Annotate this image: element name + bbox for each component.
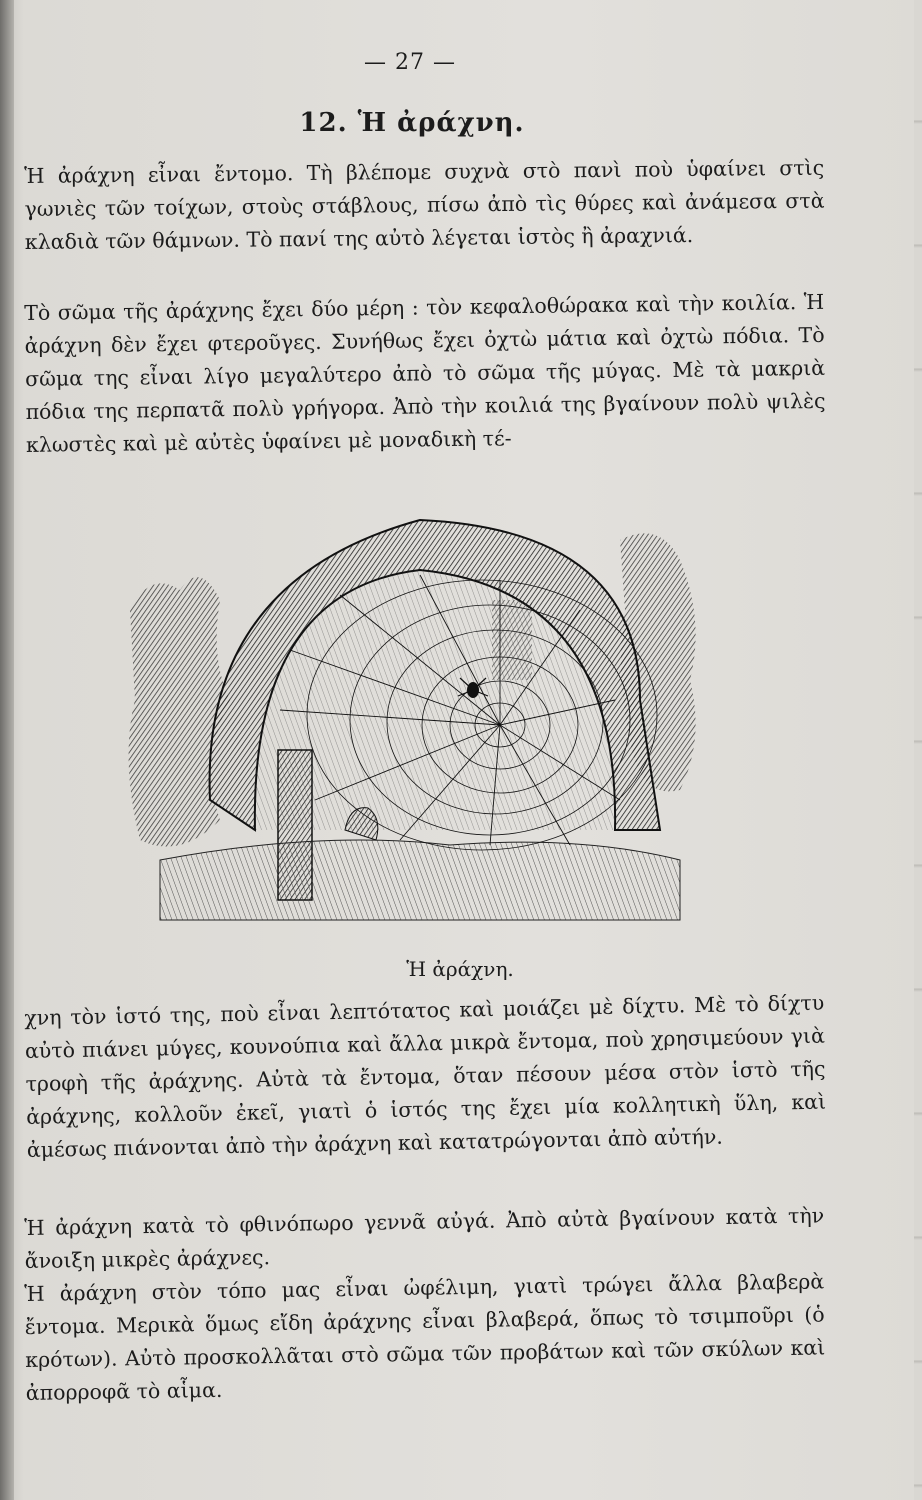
figure-caption: Ἡ ἀράχνη.: [406, 957, 514, 981]
spider-web-illustration: [120, 500, 705, 935]
paragraph-1: Ἡ ἀράχνη εἶναι ἔντομο. Τὴ βλέπομε συχνὰ στὸ πανὶ ποὺ ὑφαίνει στὶς γωνιὲς τῶν τοίχων, στοὺς στάβλους, πίσω ἀπὸ τὶς θύρες καὶ ἀνάμεσα στὰ κλαδιὰ τῶν θάμνων. Τὸ πανί της αὐτὸ λέγεται ἱστὸς ἢ ἀραχνιά.: [24, 155, 825, 254]
paragraph-5: Ἡ ἀράχνη στὸν τόπο μας εἶναι ὠφέλιμη, γιατὶ τρώγει ἄλλα βλαβερὰ ἔντομα. Μερικὰ ὅμως εἴδη ἀράχνης εἶναι βλαβερά, ὅπως τὸ τσιμποῦρι (ὁ κρότων). Αὐτὸ προσκολλᾶται στὸ σῶμα τῶν προβάτων καὶ τῶν σκύλων καὶ ἀπορροφᾶ τὸ αἷμα.: [24, 1269, 826, 1405]
book-spine-shadow: [0, 0, 14, 1500]
chapter-title: 12. Ἡ ἀράχνη.: [299, 108, 525, 138]
page-number: — 27 —: [364, 50, 456, 75]
page-edge: [914, 0, 922, 1500]
paragraph-4: Ἡ ἀράχνη κατὰ τὸ φθινόπωρο γεννᾶ αὐγά. Ἀπὸ αὐτὰ βγαίνουν κατὰ τὴν ἄνοιξη μικρὲς ἀράχνες.: [24, 1203, 825, 1273]
paragraph-2: Τὸ σῶμα τῆς ἀράχνης ἔχει δύο μέρη : τὸν κεφαλοθώρακα καὶ τὴν κοιλία. Ἡ ἀράχνη δὲν ἔχει φτεροῦγες. Συνήθως ἔχει ὀχτὼ μάτια καὶ ὀχτὼ πόδια. Τὸ σῶμα της εἶναι λίγο μεγαλύτερο ἀπὸ τὸ σῶμα τῆς μύγας. Μὲ τὰ μακριὰ πόδια της περπατᾶ πολὺ γρήγορα. Ἀπὸ τὴν κοιλιά της βγαίνουν πολὺ ψιλὲς κλωστὲς καὶ μὲ αὐτὲς ὑφαίνει μὲ μοναδικὴ τέ-: [24, 289, 826, 457]
paragraph-3: χνη τὸν ἱστό της, ποὺ εἶναι λεπτότατος καὶ μοιάζει μὲ δίχτυ. Μὲ τὸ δίχτυ αὐτὸ πιάνει μύγες, κουνούπια καὶ ἄλλα μικρὰ ἔντομα, ποὺ χρησιμεύουν γιὰ τροφὴ τῆς ἀράχνης. Αὐτὰ τὰ ἔντομα, ὅταν πέσουν μέσα στὸν ἱστὸ τῆς ἀράχνης, κολλοῦν ἐκεῖ, γιατὶ ὁ ἱστός της ἔχει μία κολλητικὴ ὕλη, καὶ ἀμέσως πιάνονται ἀπὸ τὴν ἀράχνη καὶ κατατρώγονται ἀπὸ αὐτήν.: [24, 990, 827, 1162]
